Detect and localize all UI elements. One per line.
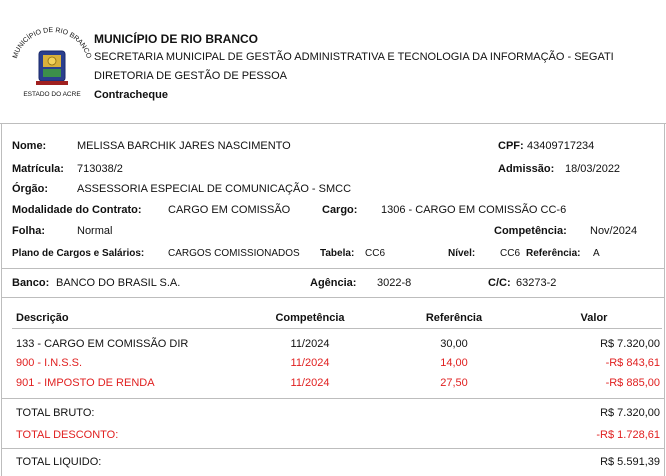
- row-competencia: 11/2024: [290, 377, 330, 389]
- municipal-seal-icon: [8, 26, 94, 110]
- nome-value: MELISSA BARCHIK JARES NASCIMENTO: [77, 140, 291, 152]
- total-desconto-value: -R$ 1.728,61: [596, 429, 660, 441]
- divider: [1, 268, 665, 269]
- plano-label: Plano de Cargos e Salários:: [12, 248, 145, 259]
- row-competencia: 11/2024: [290, 357, 330, 369]
- orgao-value: ASSESSORIA ESPECIAL DE COMUNICAÇÃO - SMCC: [77, 183, 352, 195]
- folha-value: Normal: [77, 225, 113, 237]
- competencia-label: Competência:: [494, 225, 567, 237]
- divider: [0, 123, 666, 124]
- row-descricao: 900 - I.N.S.S.: [16, 357, 83, 369]
- col-valor-header: Valor: [580, 312, 608, 324]
- referencia-value: A: [593, 248, 600, 259]
- banco-label: Banco:: [12, 277, 50, 289]
- divider: [1, 297, 665, 298]
- agencia-value: 3022-8: [377, 277, 412, 289]
- total-bruto-label: TOTAL BRUTO:: [16, 407, 95, 419]
- cargo-label: Cargo:: [322, 204, 358, 216]
- row-referencia: 30,00: [440, 338, 468, 350]
- cpf-value: 43409717234: [527, 140, 595, 152]
- row-descricao: 133 - CARGO EM COMISSÃO DIR: [16, 338, 189, 350]
- plano-value: CARGOS COMISSIONADOS: [168, 248, 300, 259]
- row-competencia: 11/2024: [290, 338, 330, 350]
- total-liquido-label: TOTAL LIQUIDO:: [16, 456, 102, 468]
- cpf-label: CPF:: [498, 140, 524, 152]
- cc-label: C/C:: [488, 277, 511, 289]
- modalidade-label: Modalidade do Contrato:: [12, 204, 142, 216]
- seal-arc-text: MUNICÍPIO DE RIO BRANCO: [11, 27, 93, 60]
- competencia-value: Nov/2024: [590, 225, 638, 237]
- org-line1: SECRETARIA MUNICIPAL DE GESTÃO ADMINISTRATIVA E TECNOLOGIA DA INFORMAÇÃO - SEGATI: [94, 51, 614, 63]
- table-header-divider: [12, 328, 662, 329]
- matricula-label: Matrícula:: [12, 163, 64, 175]
- row-valor: -R$ 843,61: [605, 357, 660, 369]
- total-bruto-value: R$ 7.320,00: [600, 407, 660, 419]
- tabela-value: CC6: [365, 248, 386, 259]
- org-line2: DIRETORIA DE GESTÃO DE PESSOA: [94, 70, 287, 82]
- row-referencia: 27,50: [440, 377, 468, 389]
- divider: [1, 398, 665, 399]
- nivel-value: CC6: [500, 248, 521, 259]
- tabela-label: Tabela:: [320, 248, 355, 259]
- total-liquido-value: R$ 5.591,39: [600, 456, 660, 468]
- frame-left: [1, 123, 2, 476]
- row-valor: -R$ 885,00: [605, 377, 660, 389]
- agencia-label: Agência:: [310, 277, 357, 289]
- seal-state-text: ESTADO DO ACRE: [23, 91, 81, 98]
- row-referencia: 14,00: [440, 357, 468, 369]
- matricula-value: 713038/2: [77, 163, 123, 175]
- orgao-label: Órgão:: [12, 183, 49, 195]
- col-referencia-header: Referência: [425, 312, 483, 324]
- referencia-label: Referência:: [526, 248, 581, 259]
- col-descricao-header: Descrição: [16, 312, 69, 324]
- admissao-value: 18/03/2022: [565, 163, 621, 175]
- nivel-label: Nível:: [448, 248, 476, 259]
- cargo-value: 1306 - CARGO EM COMISSÃO CC-6: [381, 204, 567, 216]
- row-descricao: 901 - IMPOSTO DE RENDA: [16, 377, 155, 389]
- modalidade-value: CARGO EM COMISSÃO: [168, 204, 291, 216]
- cc-value: 63273-2: [516, 277, 557, 289]
- admissao-label: Admissão:: [498, 163, 555, 175]
- row-valor: R$ 7.320,00: [600, 338, 660, 350]
- banco-value: BANCO DO BRASIL S.A.: [56, 277, 181, 289]
- doc-title: Contracheque: [94, 89, 168, 101]
- nome-label: Nome:: [12, 140, 47, 152]
- divider: [1, 448, 665, 449]
- col-competencia-header: Competência: [275, 312, 345, 324]
- folha-label: Folha:: [12, 225, 45, 237]
- org-title: MUNICÍPIO DE RIO BRANCO: [94, 32, 259, 46]
- total-desconto-label: TOTAL DESCONTO:: [16, 429, 119, 441]
- frame-right: [664, 123, 665, 476]
